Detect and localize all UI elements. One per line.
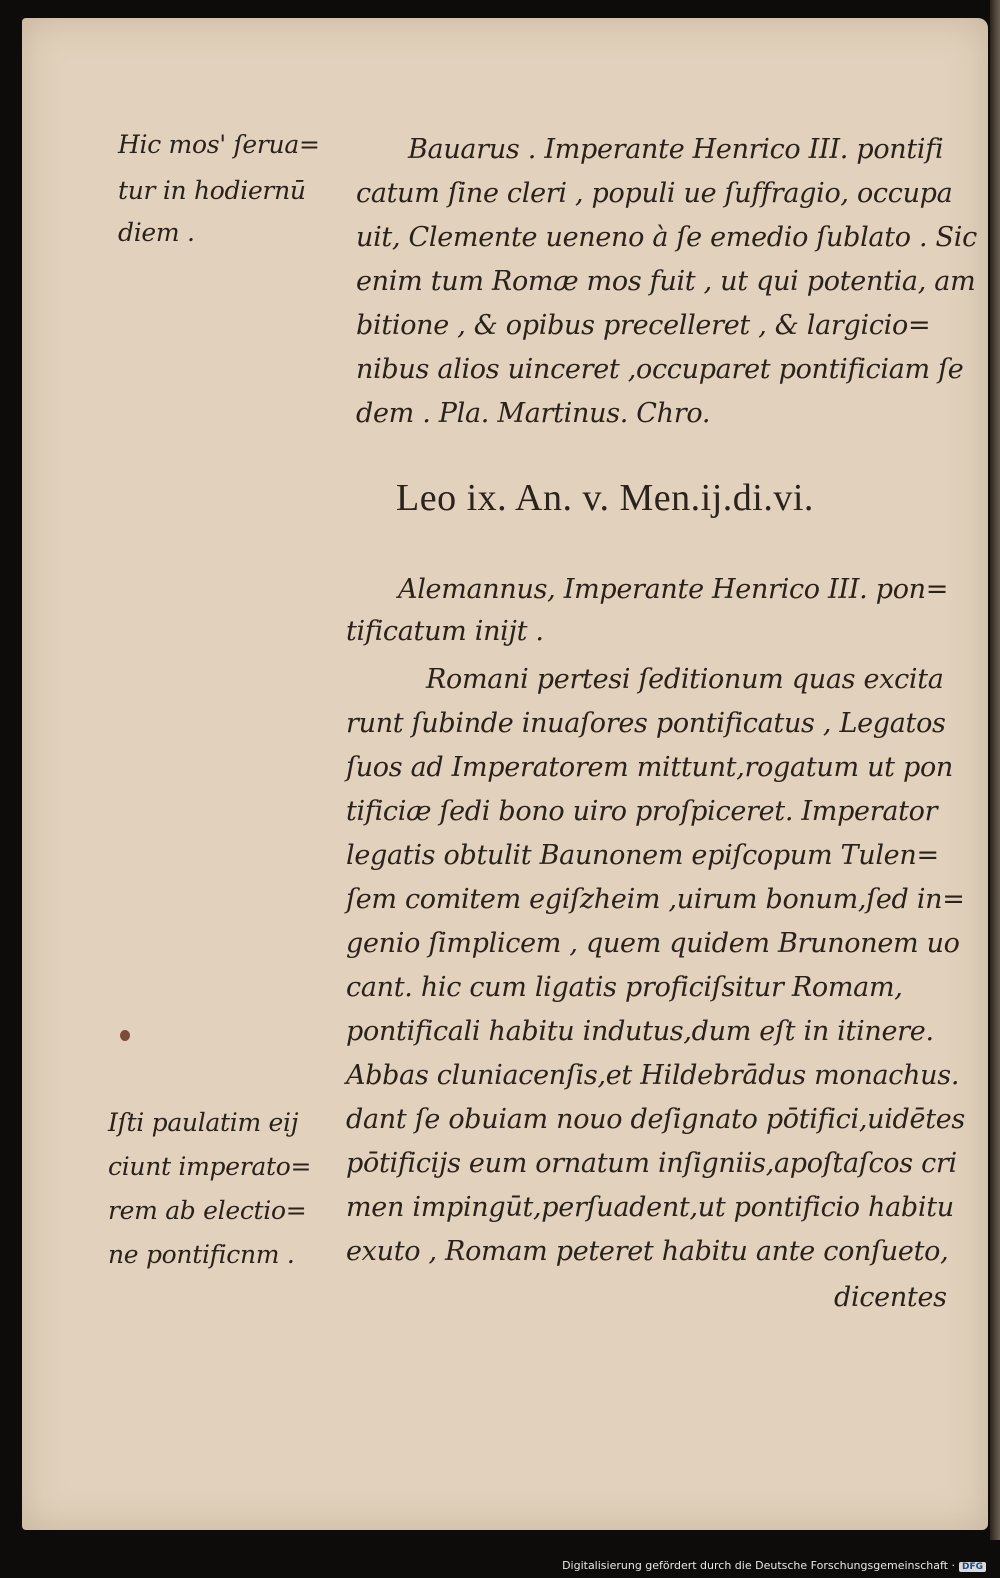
text-line: legatis obtulit Baunonem epiſcopum Tulen=	[346, 840, 939, 871]
section-heading: Leo ix. An. v. Men.ij.di.vi.	[396, 477, 814, 519]
text-line: nibus alios uinceret ,occuparet pontificiam ſe	[356, 354, 964, 385]
text-line: dant ſe obuiam nouo deſignato pōtifici,uidētes	[346, 1104, 965, 1135]
text-line: men impingūt,perſuadent,ut pontificio habitu	[346, 1192, 954, 1223]
text-line: cant. hic cum ligatis proficiſsitur Romam,	[346, 972, 903, 1003]
text-line: runt ſubinde inuaſores pontificatus , Legatos	[346, 708, 946, 739]
text-line: tificiæ ſedi bono uiro proſpiceret. Imperator	[346, 796, 938, 827]
margin-note-line: rem ab electio=	[108, 1196, 307, 1225]
text-line: Bauarus . Imperante Henrico III. pontifi	[408, 134, 944, 165]
margin-note-line: diem .	[118, 218, 195, 247]
text-line: pontificali habitu indutus,dum eſt in itinere.	[346, 1016, 934, 1047]
text-line: pōtificijs eum ornatum inſigniis,apoſtaſcos cri	[346, 1148, 957, 1179]
text-line: Abbas cluniacenſis,et Hildebrādus monachus.	[346, 1060, 960, 1091]
text-line: Alemannus, Imperante Henrico III. pon=	[398, 574, 949, 605]
text-line: exuto , Romam peteret habitu ante conſueto,	[346, 1236, 949, 1267]
margin-note-line: Hic mos' ſerua=	[118, 130, 320, 159]
dfg-logo: DFG	[959, 1562, 986, 1572]
text-line: tificatum inijt .	[346, 616, 544, 647]
text-line: enim tum Romæ mos fuit , ut qui potentia, am	[356, 266, 976, 297]
digitization-footer	[562, 1559, 986, 1572]
text-line: bitione , & opibus precelleret , & largicio=	[356, 310, 931, 341]
book-page	[22, 18, 988, 1530]
margin-note-line: tur in hodiernū	[118, 176, 306, 205]
page-edge-shadow	[990, 0, 1000, 1540]
text-line: uit, Clemente ueneno à ſe emedio ſublato . Sic	[356, 222, 977, 253]
text-line: Romani pertesi ſeditionum quas excita	[426, 664, 944, 695]
ink-spot	[120, 1030, 130, 1041]
text-line: genio ſimplicem , quem quidem Brunonem uo	[346, 928, 960, 959]
margin-note-line: Iſti paulatim eij	[108, 1108, 299, 1137]
text-line: ſuos ad Imperatorem mittunt,rogatum ut pon	[346, 752, 954, 783]
catchword: dicentes	[834, 1282, 947, 1313]
margin-note-line: ciunt imperato=	[108, 1152, 312, 1181]
footer-text: Digitalisierung gefördert durch die Deutsche Forschungsgemeinschaft ·	[562, 1559, 955, 1572]
text-line: ſem comitem egiſzheim ,uirum bonum,ſed in=	[346, 884, 965, 915]
text-line: dem . Pla. Martinus. Chro.	[356, 398, 711, 429]
text-line: catum ſine cleri , populi ue ſuffragio, occupa	[356, 178, 953, 209]
margin-note-line: ne pontificnm .	[108, 1240, 295, 1269]
